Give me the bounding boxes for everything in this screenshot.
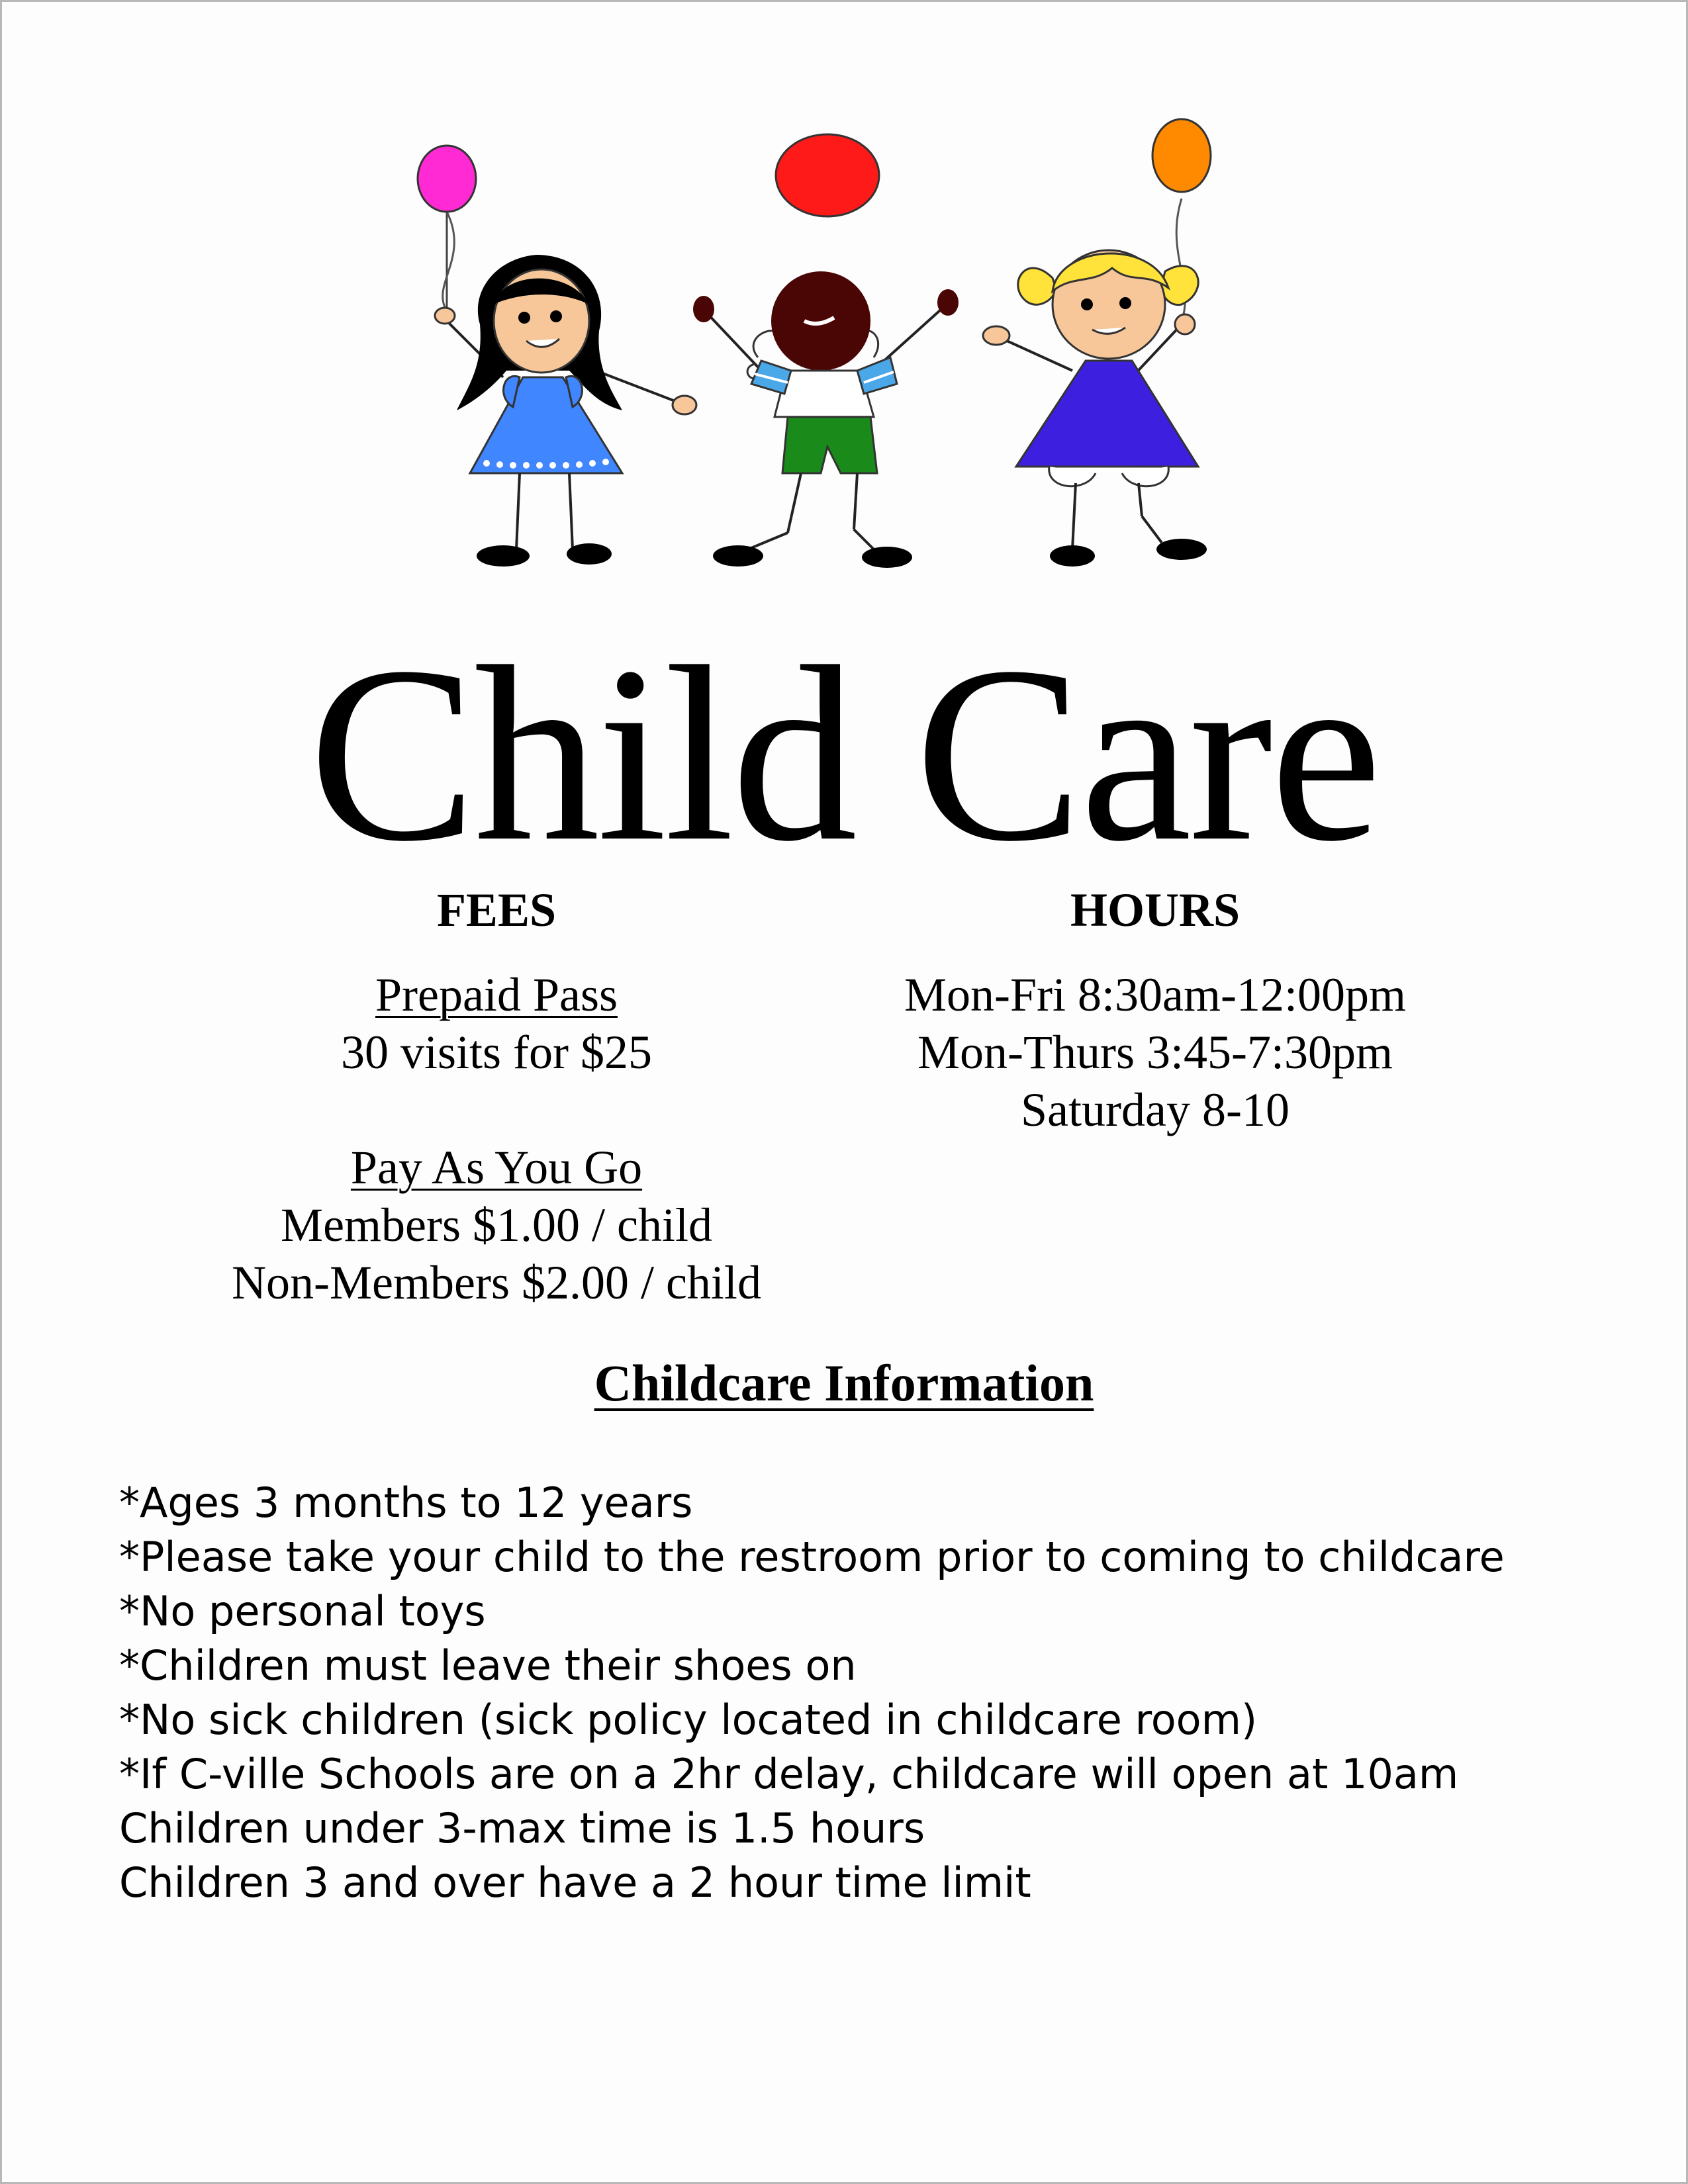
girl-left-figure <box>418 146 696 567</box>
balloon-pink <box>418 146 476 212</box>
info-item: *Ages 3 months to 12 years <box>119 1479 693 1527</box>
info-item: *Children must leave their shoes on <box>119 1641 857 1690</box>
prepaid-pass-label: Prepaid Pass <box>375 968 618 1021</box>
fees-section <box>179 966 814 1312</box>
info-item: *No personal toys <box>119 1587 486 1635</box>
childcare-information-heading: Childcare Information <box>594 1354 1094 1412</box>
members-fee: Members $1.00 / child <box>281 1199 712 1251</box>
page-title: Child Care <box>308 615 1380 893</box>
balloon-red <box>776 134 879 216</box>
boy-middle-figure <box>693 134 959 568</box>
hours-line: Saturday 8-10 <box>1021 1083 1289 1136</box>
balloon-orange <box>1152 119 1211 192</box>
hours-line: Mon-Fri 8:30am-12:00pm <box>904 968 1406 1021</box>
prepaid-pass-value: 30 visits for $25 <box>340 1026 652 1079</box>
girl-right-figure <box>983 119 1211 567</box>
hours-line: Mon-Thurs 3:45-7:30pm <box>917 1026 1393 1079</box>
info-item: Children 3 and over have a 2 hour time limit <box>119 1858 1031 1907</box>
info-item: *Please take your child to the restroom prior to coming to childcare <box>119 1533 1505 1581</box>
childcare-information-list <box>119 1476 1609 1910</box>
info-item: *No sick children (sick policy located in childcare room) <box>119 1696 1258 1744</box>
pay-as-you-go-label: Pay As You Go <box>350 1141 643 1194</box>
children-balloons-illustration <box>371 93 1297 596</box>
hours-section <box>824 966 1486 1139</box>
non-members-fee: Non-Members $2.00 / child <box>232 1256 761 1309</box>
info-item: *If C-ville Schools are on a 2hr delay, childcare will open at 10am <box>119 1750 1459 1798</box>
info-item: Children under 3-max time is 1.5 hours <box>119 1804 925 1852</box>
hours-heading: HOURS <box>1070 884 1241 936</box>
fees-heading: FEES <box>436 884 557 936</box>
